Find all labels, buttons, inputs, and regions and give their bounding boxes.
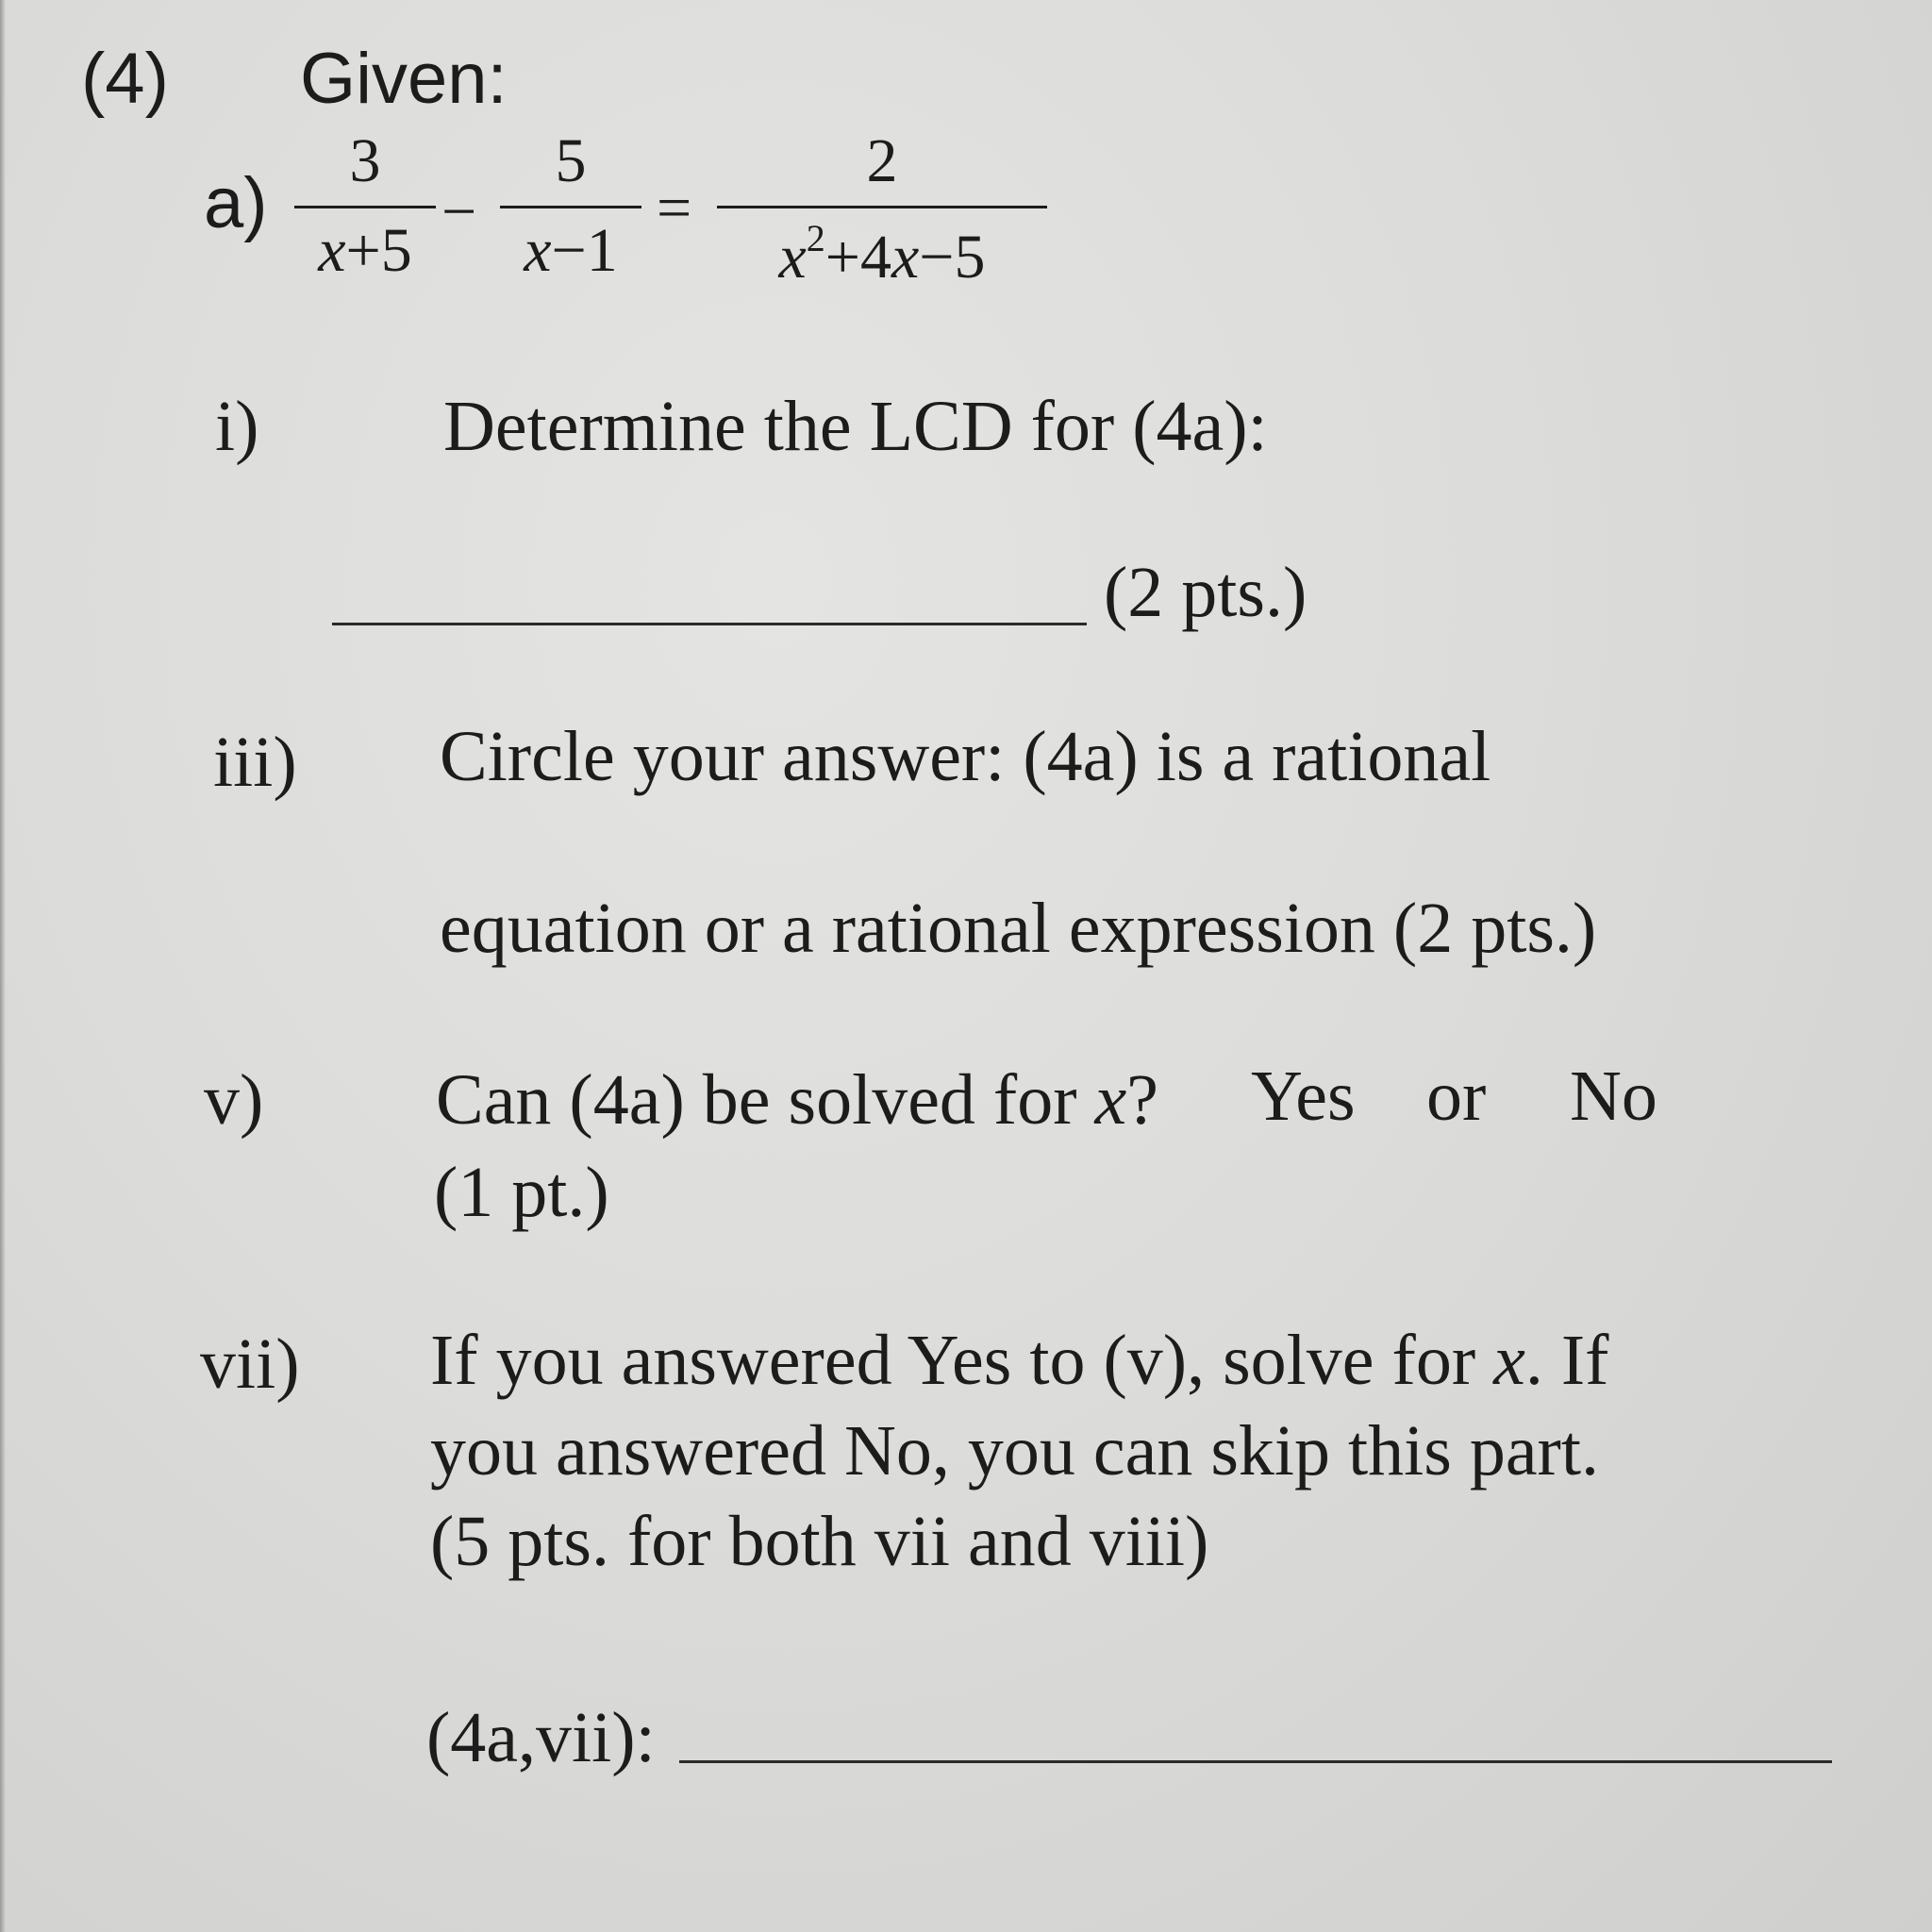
fraction-3-denominator: $x^2+4x-5$ xyxy=(778,217,986,291)
part-vii-label: vii) xyxy=(200,1324,300,1404)
part-iii-label: iii) xyxy=(213,723,297,802)
fraction-3-numerator: 2 xyxy=(866,126,898,195)
part-vii-answer-blank[interactable] xyxy=(679,1760,1832,1763)
fraction-1-numerator: 3 xyxy=(349,126,381,195)
fraction-1 xyxy=(294,126,436,285)
fraction-2-numerator: 5 xyxy=(555,126,587,195)
part-v-question: Can (4a) be solved for x? xyxy=(436,1060,1159,1140)
part-v-no-option[interactable]: No xyxy=(1570,1057,1657,1136)
page-edge-shadow xyxy=(0,0,6,1932)
part-vii-line1: If you answered Yes to (v), solve for x. If xyxy=(430,1321,1609,1400)
part-i-answer-blank[interactable] xyxy=(332,623,1087,625)
fraction-2-bar xyxy=(500,206,641,208)
fraction-2 xyxy=(500,126,641,285)
part-v-label: v) xyxy=(204,1060,264,1140)
part-iii-line2: equation or a rational expression (2 pts.) xyxy=(440,889,1597,968)
part-vii-line2: you answered No, you can skip this part. xyxy=(430,1411,1599,1491)
part-v-points: (1 pt.) xyxy=(434,1153,609,1232)
part-vii-answer-label: (4a,vii): xyxy=(426,1698,656,1777)
part-i-text: Determine the LCD for (4a): xyxy=(443,387,1268,466)
fraction-1-bar xyxy=(294,206,436,208)
fraction-3 xyxy=(717,126,1047,291)
fraction-1-denominator: x+5 xyxy=(318,216,412,285)
part-i-points: (2 pts.) xyxy=(1104,553,1307,632)
problem-number: (4) xyxy=(81,39,169,119)
fraction-2-denominator: x−1 xyxy=(524,216,618,285)
part-vii-line3: (5 pts. for both vii and viii) xyxy=(430,1502,1209,1581)
part-iii-line1: Circle your answer: (4a) is a rational xyxy=(440,717,1491,796)
minus-sign: − xyxy=(441,177,477,246)
equation-label: a) xyxy=(204,163,268,243)
part-v-yes-option[interactable]: Yes xyxy=(1251,1057,1356,1136)
equals-sign: = xyxy=(657,174,692,242)
part-i-label: i) xyxy=(215,387,259,466)
fraction-3-bar xyxy=(717,206,1047,208)
given-label: Given: xyxy=(300,39,508,119)
part-v-or: or xyxy=(1426,1057,1487,1136)
